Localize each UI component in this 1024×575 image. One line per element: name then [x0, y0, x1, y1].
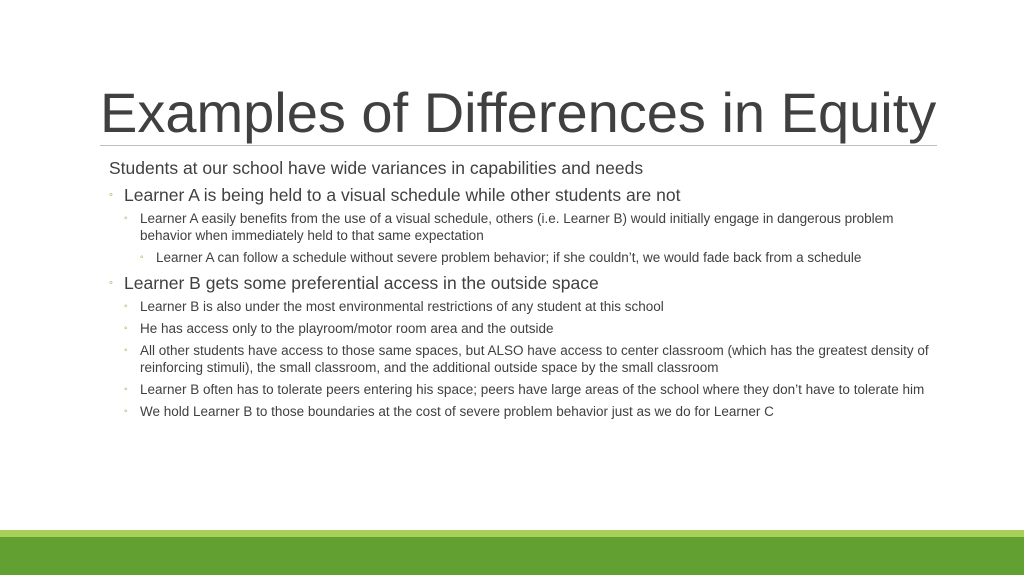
slide-body — [109, 156, 939, 425]
bullet-circle-icon: ◦ — [140, 252, 144, 263]
bullet-item-level-2 — [109, 342, 939, 376]
bullet-circle-icon: ◦ — [124, 301, 128, 312]
bullet-circle-icon: ◦ — [109, 189, 113, 201]
bullet-item-level-2 — [109, 210, 939, 244]
bullet-text: Learner B often has to tolerate peers entering his space; peers have large areas of the school where they don’t have to tolerate him — [140, 382, 925, 397]
bullet-circle-icon: ◦ — [109, 277, 113, 289]
bullet-circle-icon: ◦ — [124, 345, 128, 356]
bullet-text: Learner A is being held to a visual schedule while other students are not — [124, 185, 681, 205]
footer-accent-band — [0, 530, 1024, 537]
bullet-item-level-2 — [109, 320, 939, 337]
bullet-item-level-3 — [109, 249, 939, 266]
bullet-circle-icon: ◦ — [124, 213, 128, 224]
bullet-text: Learner A easily benefits from the use of a visual schedule, others (i.e. Learner B) would initially engage in dangerous problem behavior when immediately held to that same expectation — [140, 211, 894, 243]
bullet-circle-icon: ◦ — [124, 406, 128, 417]
bullet-text: We hold Learner B to those boundaries at the cost of severe problem behavior just as we do for Learner C — [140, 404, 774, 419]
bullet-item-level-2 — [109, 298, 939, 315]
bullet-text: All other students have access to those same spaces, but ALSO have access to center classroom (which has the greatest density of reinforcing stimuli), the small classroom, and the additional outside space by the small classroom — [140, 343, 929, 375]
bullet-item-level-2 — [109, 381, 939, 398]
bullet-circle-icon: ◦ — [124, 323, 128, 334]
bullet-circle-icon: ◦ — [124, 384, 128, 395]
bullet-text: Learner B is also under the most environmental restrictions of any student at this school — [140, 299, 664, 314]
bullet-text: Learner B gets some preferential access in the outside space — [124, 273, 599, 293]
bullet-text: Students at our school have wide variances in capabilities and needs — [109, 158, 644, 178]
bullet-item-level-2 — [109, 403, 939, 420]
title-divider — [100, 145, 937, 146]
bullet-text: He has access only to the playroom/motor room area and the outside — [140, 321, 554, 336]
slide-title: Examples of Differences in Equity — [100, 81, 937, 144]
bullet-item-level-1 — [109, 183, 939, 207]
bullet-item-level-0 — [109, 156, 939, 180]
bullet-item-level-1 — [109, 271, 939, 295]
footer-band — [0, 537, 1024, 575]
bullet-text: Learner A can follow a schedule without severe problem behavior; if she couldn’t, we would fade back from a schedule — [156, 250, 862, 265]
